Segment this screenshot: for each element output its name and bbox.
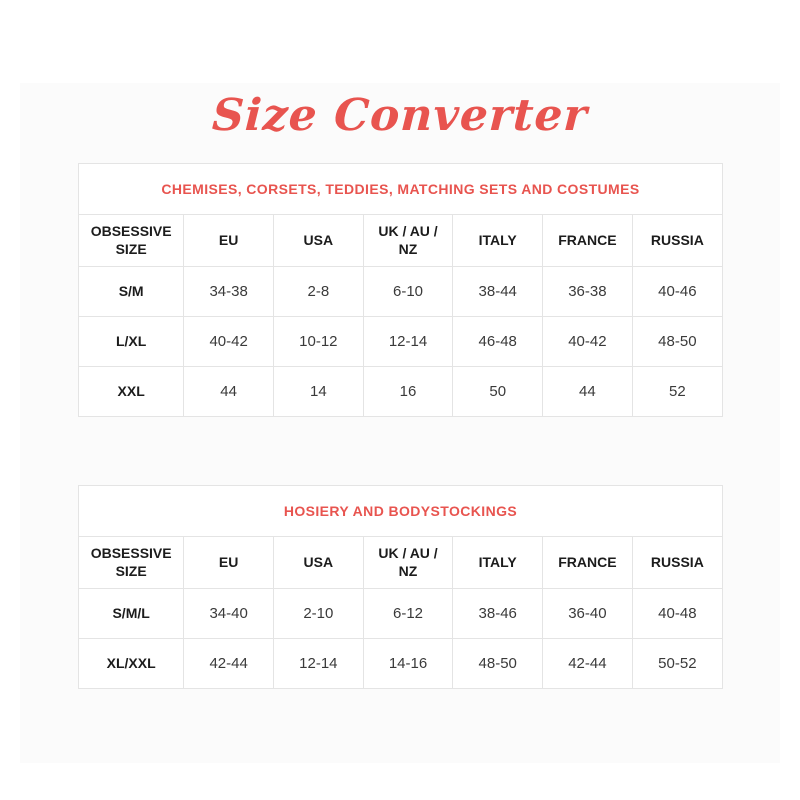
column-header: RUSSIA [632,537,722,588]
column-header: FRANCE [543,537,633,588]
column-header: USA [273,537,363,588]
size-row-label: S/M [79,266,184,316]
size-cell: 16 [363,366,453,416]
size-cell: 42-44 [184,638,274,688]
size-cell: 34-38 [184,266,274,316]
size-row-label: L/XL [79,316,184,366]
column-header: ITALY [453,215,543,266]
size-cell: 2-10 [273,588,363,638]
size-table-hosiery-card [78,485,723,689]
page-title: Size Converter [210,90,590,141]
size-table-chemises [79,215,722,416]
size-row-label: XXL [79,366,184,416]
column-header: FRANCE [543,215,633,266]
size-cell: 40-42 [543,316,633,366]
table-row [79,588,722,638]
header-row [79,215,722,266]
size-cell: 44 [543,366,633,416]
table-body [79,266,722,416]
size-cell: 6-12 [363,588,453,638]
size-cell: 14-16 [363,638,453,688]
table-row [79,316,722,366]
size-cell: 52 [632,366,722,416]
table-title-chemises: CHEMISES, CORSETS, TEDDIES, MATCHING SETS AND COSTUMES [79,164,722,215]
size-cell: 2-8 [273,266,363,316]
size-cell: 34-40 [184,588,274,638]
size-cell: 40-48 [632,588,722,638]
size-cell: 50 [453,366,543,416]
header-row [79,537,722,588]
table-row [79,266,722,316]
column-header: EU [184,537,274,588]
size-row-label: XL/XXL [79,638,184,688]
size-cell: 40-46 [632,266,722,316]
size-cell: 38-46 [453,588,543,638]
size-cell: 6-10 [363,266,453,316]
column-header: OBSESSIVE SIZE [79,537,184,588]
size-cell: 48-50 [632,316,722,366]
size-table-chemises-card [78,163,723,417]
size-cell: 12-14 [363,316,453,366]
column-header: USA [273,215,363,266]
size-row-label: S/M/L [79,588,184,638]
size-cell: 42-44 [543,638,633,688]
size-cell: 40-42 [184,316,274,366]
size-cell: 12-14 [273,638,363,688]
size-cell: 46-48 [453,316,543,366]
table-row [79,366,722,416]
size-cell: 36-40 [543,588,633,638]
table-title-hosiery: HOSIERY AND BODYSTOCKINGS [79,486,722,537]
column-header: ITALY [453,537,543,588]
table-row [79,638,722,688]
size-table-hosiery [79,537,722,688]
size-cell: 36-38 [543,266,633,316]
size-cell: 48-50 [453,638,543,688]
size-cell: 44 [184,366,274,416]
column-header: EU [184,215,274,266]
table-header [79,215,722,266]
size-cell: 10-12 [273,316,363,366]
size-cell: 38-44 [453,266,543,316]
column-header: OBSESSIVE SIZE [79,215,184,266]
size-cell: 50-52 [632,638,722,688]
column-header: UK / AU / NZ [363,215,453,266]
table-header [79,537,722,588]
column-header: UK / AU / NZ [363,537,453,588]
table-body [79,588,722,688]
size-cell: 14 [273,366,363,416]
column-header: RUSSIA [632,215,722,266]
